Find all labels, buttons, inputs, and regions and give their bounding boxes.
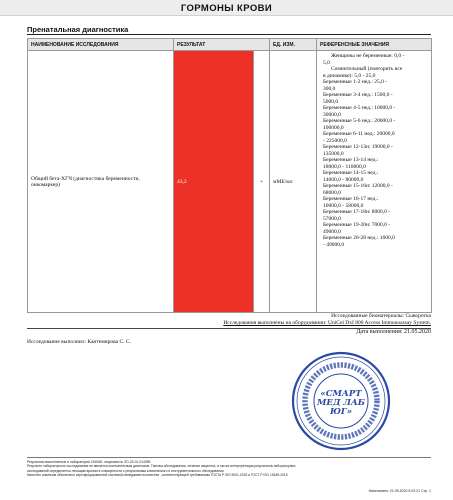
reference-values	[317, 51, 432, 313]
reference-line: 300,0	[323, 85, 336, 92]
reference-line: Беременные 14-15 нед.:	[323, 170, 379, 176]
reference-line: Сомнительный (повторить все	[331, 66, 403, 72]
biomaterial-line: Исследованные биоматериалы: Сыворотка	[331, 313, 431, 319]
reference-line: Беременные 17-18н: 8000,0 -	[323, 209, 391, 215]
table-row	[28, 51, 432, 313]
reference-line: 135000,0	[323, 150, 344, 157]
reference-line: 68000,0	[323, 189, 341, 196]
column-header-result: РЕЗУЛЬТАТ	[174, 39, 270, 51]
reference-line: Беременные 13-14 нед.:	[323, 157, 379, 163]
footer-line: исследований определяется лечащим врачом в совокупности с результатами клинического и инструментального обследования	[27, 468, 224, 473]
reference-line: 49000,0	[323, 228, 341, 235]
completion-date-label: Дата выполнения:	[356, 329, 404, 335]
column-header-unit: ЕД. ИЗМ.	[270, 39, 317, 51]
reference-line: Беременные 3-4 нед.: 1500,0 -	[323, 92, 393, 98]
results-table	[27, 38, 432, 313]
reference-line: 10000,0 - 58000,0	[323, 202, 364, 209]
unit-value: мМЕ/мл	[270, 51, 317, 313]
reference-line: Беременные 15-16н: 12000,0 -	[323, 183, 393, 189]
reference-line: Беременные 6-11 нед.: 20000,0	[323, 131, 395, 137]
footer-line: Результаты выполненные в лаборатории СМЛАБ, лицензия № ЛО-23-01-014095	[27, 460, 151, 464]
equipment-line	[27, 320, 431, 326]
column-header-name: НАИМЕНОВАНИЕ ИССЛЕДОВАНИЯ	[28, 39, 174, 51]
page-header	[0, 0, 453, 16]
section-title: Пренатальная диагностика	[27, 25, 129, 34]
column-header-reference: РЕФЕРЕНСНЫЕ ЗНАЧЕНИЯ	[317, 39, 432, 51]
table-header-row	[28, 39, 432, 51]
reference-line: 14000,0 - 80000,0	[323, 176, 364, 183]
footer-notes	[27, 460, 431, 478]
reference-line: 5,0	[323, 59, 330, 66]
stamp-text-line: «СМАРТ	[320, 389, 362, 399]
reference-line: - 49000,0	[323, 241, 345, 248]
reference-line: Беременные 20-28 нед.: 1600,0	[323, 235, 395, 241]
reference-line: Беременные 12-13н: 19000,0 -	[323, 144, 393, 150]
footer-divider	[27, 457, 431, 458]
completion-date-line	[356, 329, 431, 335]
reference-line: - 225000,0	[323, 137, 347, 144]
stamp-text-line: ЮГ»	[329, 407, 353, 417]
reference-line: в динамике): 5,0 - 25,0	[323, 72, 376, 79]
equipment-label: Исследования выполнены на оборудовании:	[223, 320, 329, 326]
reference-line: 57000,0	[323, 215, 341, 222]
reference-line: 30000,0	[323, 111, 341, 118]
completion-date-value: 21.05.2020	[404, 329, 431, 335]
footer-line: Результат лабораторного исследования не является окончательным диагнозом. Тактика обследования, лечения пациента, а так же интерпретация результатов лабораторных	[27, 464, 296, 469]
equipment-value: UniCel DxI 800 Access Immunoassay System.	[328, 320, 431, 326]
reference-line: 100000,0	[323, 124, 344, 131]
performer-line: Исследование выполнил: Кантемирова С. С.	[27, 339, 131, 345]
test-name: Общий бета-ХГЧ (диагностика беременности, онкомаркер)	[28, 51, 174, 313]
reference-line: Беременные 4-5 нед.: 10000,0 -	[323, 105, 396, 111]
result-value: 43,2	[174, 51, 254, 313]
lab-stamp-seal	[290, 350, 392, 452]
page-title: ГОРМОНЫ КРОВИ	[180, 3, 273, 14]
stamp-text-line: МЕД ЛАБ	[316, 398, 366, 408]
reference-line: Беременные 16-17 нед.:	[323, 196, 379, 202]
reference-line: Беременные 1-2 нед.: 25,0 -	[323, 79, 388, 85]
reference-line: 5000,0	[323, 98, 339, 105]
reference-line: Беременные 19-20н: 7000,0 -	[323, 222, 391, 228]
print-info: Напечатано: 21.05.2020 9:22:21 Стр. 1	[368, 489, 431, 493]
reference-line: Беременные 5-6 нед.: 20000,0 -	[323, 118, 396, 124]
section-divider	[27, 34, 431, 35]
reference-line: Женщины не беременные: 0,0 -	[331, 53, 405, 59]
result-flag: +	[254, 51, 270, 313]
reference-line: 18000,0 - 110000,0	[323, 163, 366, 170]
footer-line: Качество анализов обеспечено сертифицированной системой менеджмента качества , соответствующей требованиям ГОСТа Р ISO 9001-2015 и ГОСТ Р ISO 15189-2015.	[27, 473, 289, 478]
